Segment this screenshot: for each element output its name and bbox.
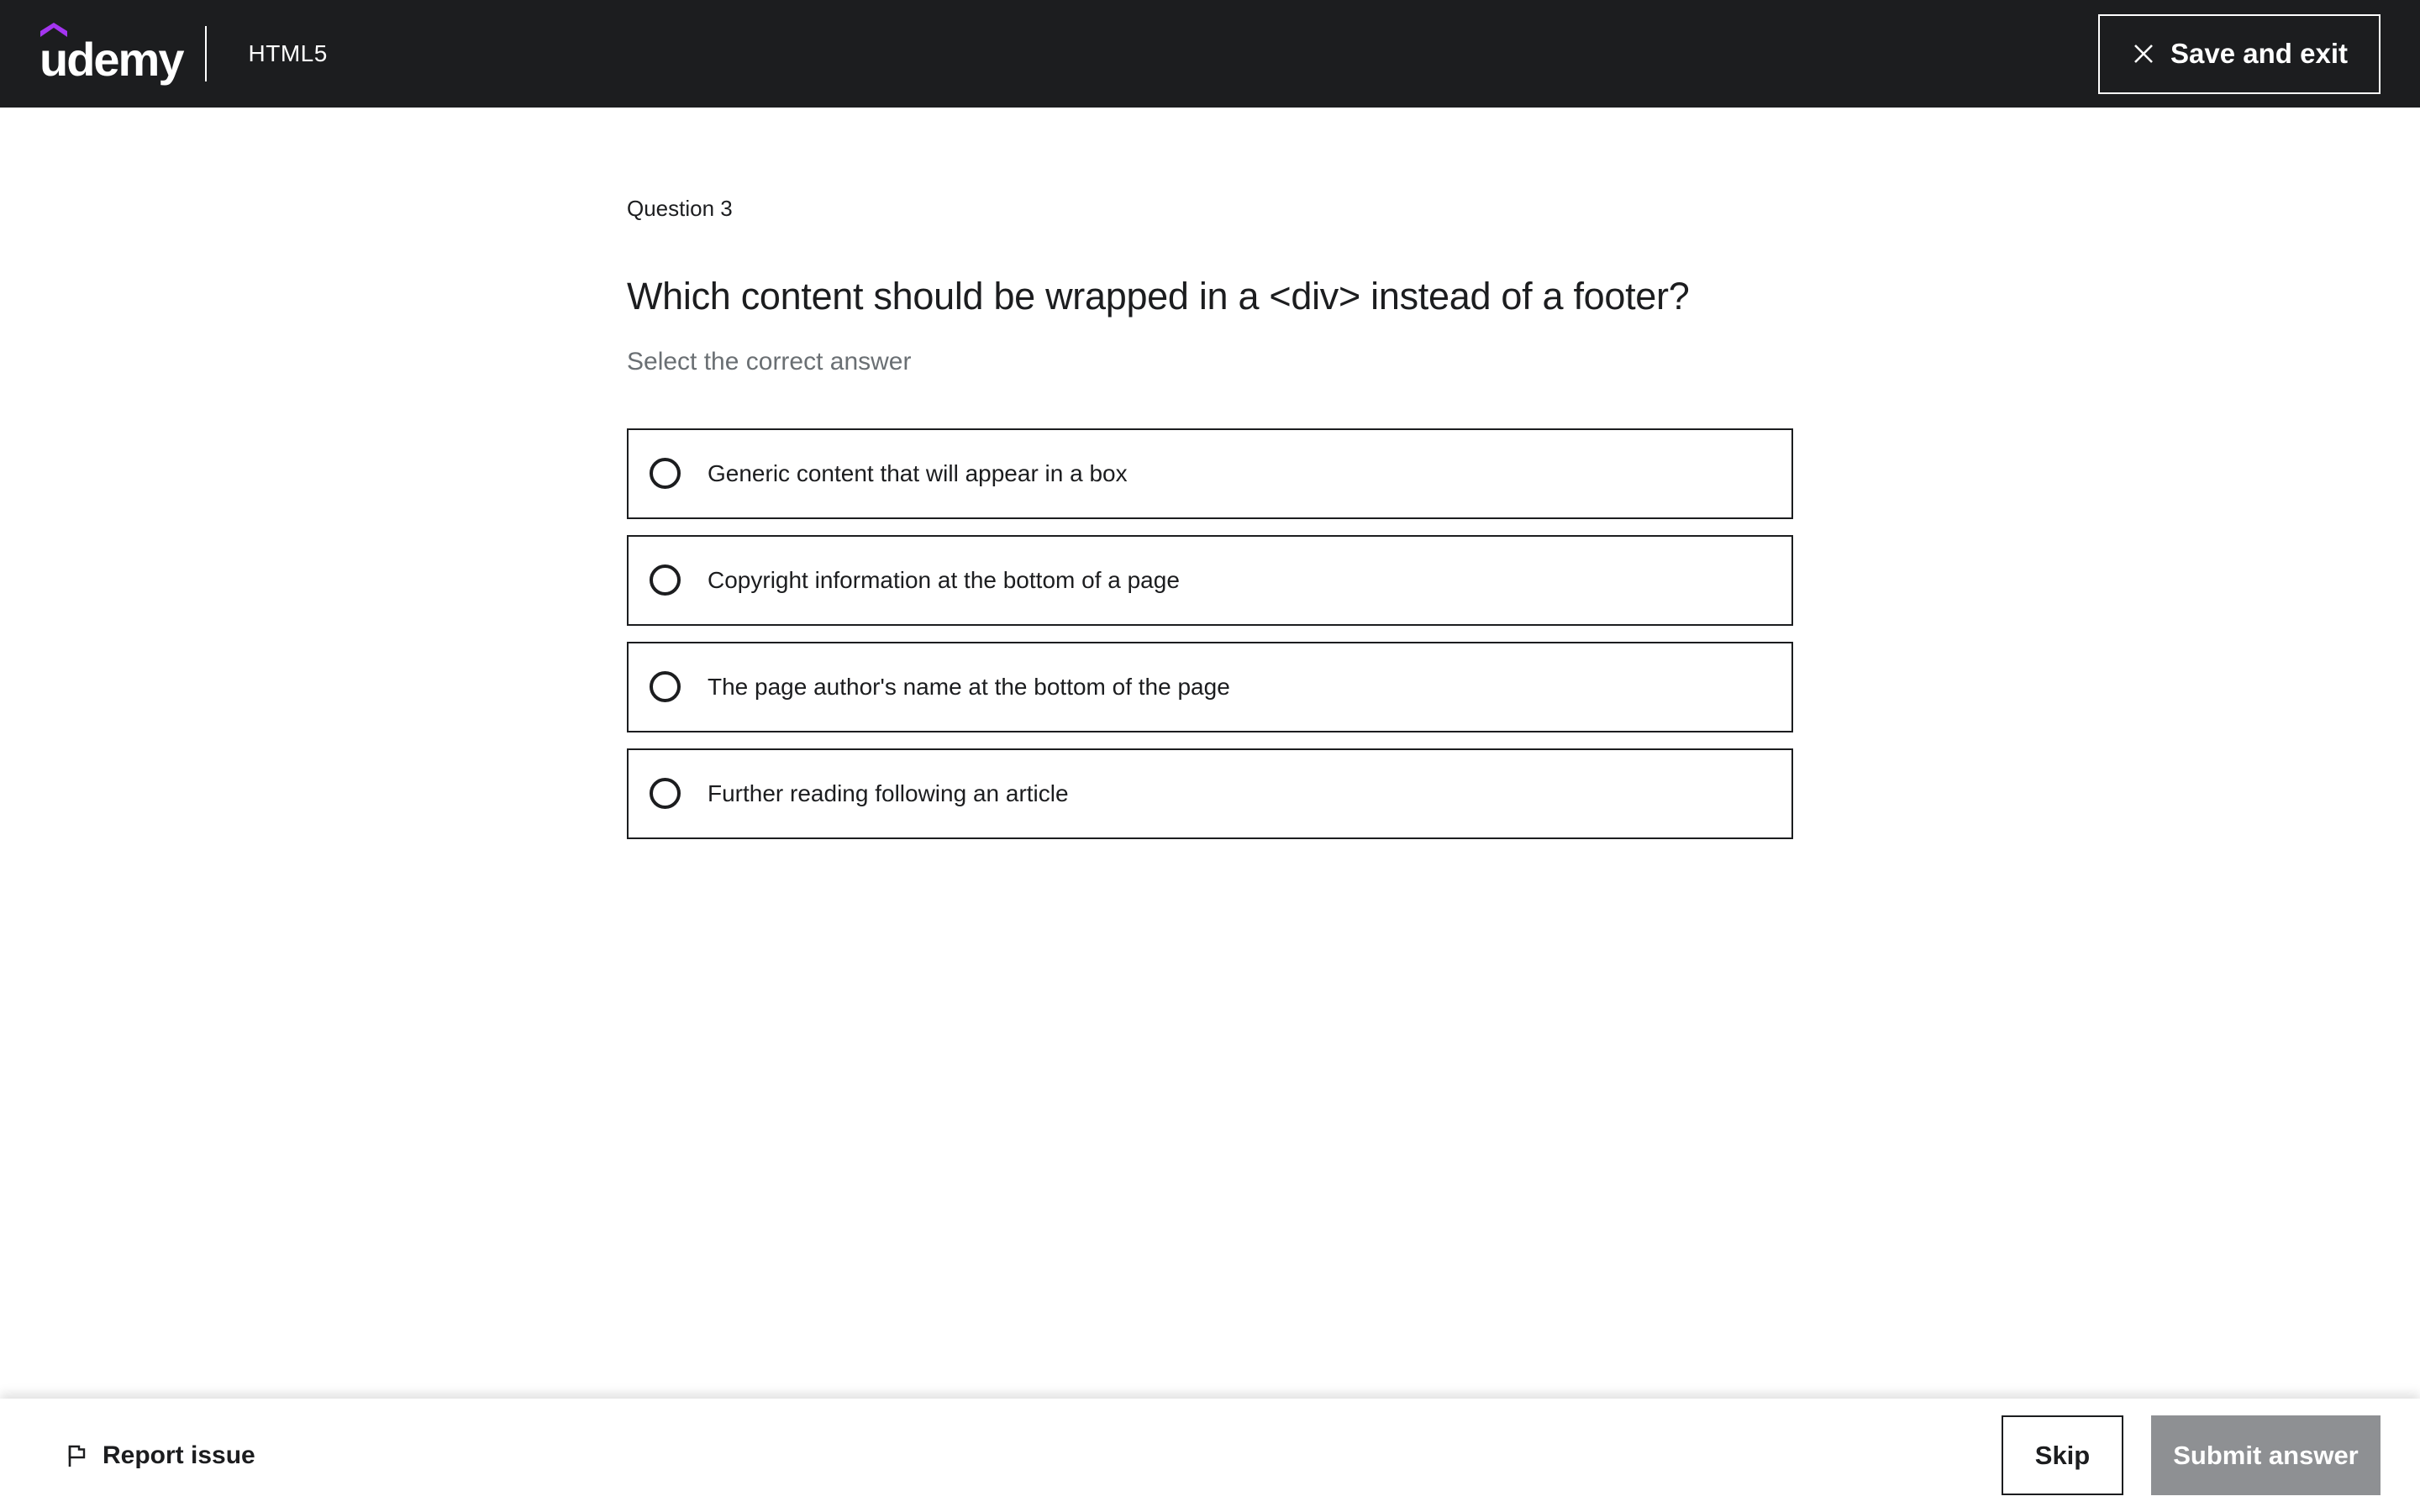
answer-option-label: Copyright information at the bottom of a page bbox=[708, 566, 1180, 593]
course-title: HTML5 bbox=[248, 40, 328, 66]
top-bar bbox=[0, 0, 2420, 108]
radio-icon[interactable] bbox=[650, 778, 681, 809]
save-and-exit-label: Save and exit bbox=[2170, 38, 2348, 69]
radio-icon[interactable] bbox=[650, 671, 681, 702]
quiz-main bbox=[0, 108, 2420, 839]
radio-icon[interactable] bbox=[650, 458, 681, 489]
udemy-logo[interactable] bbox=[39, 24, 183, 86]
skip-button[interactable]: Skip bbox=[2002, 1415, 2123, 1495]
answer-option-2[interactable] bbox=[627, 535, 1793, 626]
quiz-footer bbox=[0, 1399, 2420, 1512]
answer-option-1[interactable] bbox=[627, 428, 1793, 519]
answer-option-label: Further reading following an article bbox=[708, 780, 1069, 806]
report-issue-button[interactable] bbox=[63, 1441, 255, 1470]
answer-option-3[interactable] bbox=[627, 642, 1793, 732]
flag-icon bbox=[63, 1442, 90, 1469]
answer-option-label: Generic content that will appear in a box bbox=[708, 459, 1128, 486]
udemy-logo-text: udemy bbox=[39, 33, 183, 86]
udemy-chevron-icon bbox=[40, 23, 67, 37]
answer-option-label: The page author's name at the bottom of the page bbox=[708, 673, 1230, 700]
close-icon bbox=[2131, 41, 2156, 66]
question-title: Which content should be wrapped in a <div> instead of a footer? bbox=[627, 275, 1690, 318]
answer-options bbox=[627, 428, 1793, 839]
submit-answer-button[interactable]: Submit answer bbox=[2151, 1415, 2381, 1495]
header-divider bbox=[205, 26, 207, 81]
answer-option-4[interactable] bbox=[627, 748, 1793, 839]
save-and-exit-button[interactable] bbox=[2098, 14, 2381, 94]
question-number: Question 3 bbox=[627, 196, 733, 221]
radio-icon[interactable] bbox=[650, 564, 681, 596]
question-instruction: Select the correct answer bbox=[627, 347, 912, 375]
report-issue-label: Report issue bbox=[103, 1441, 255, 1469]
